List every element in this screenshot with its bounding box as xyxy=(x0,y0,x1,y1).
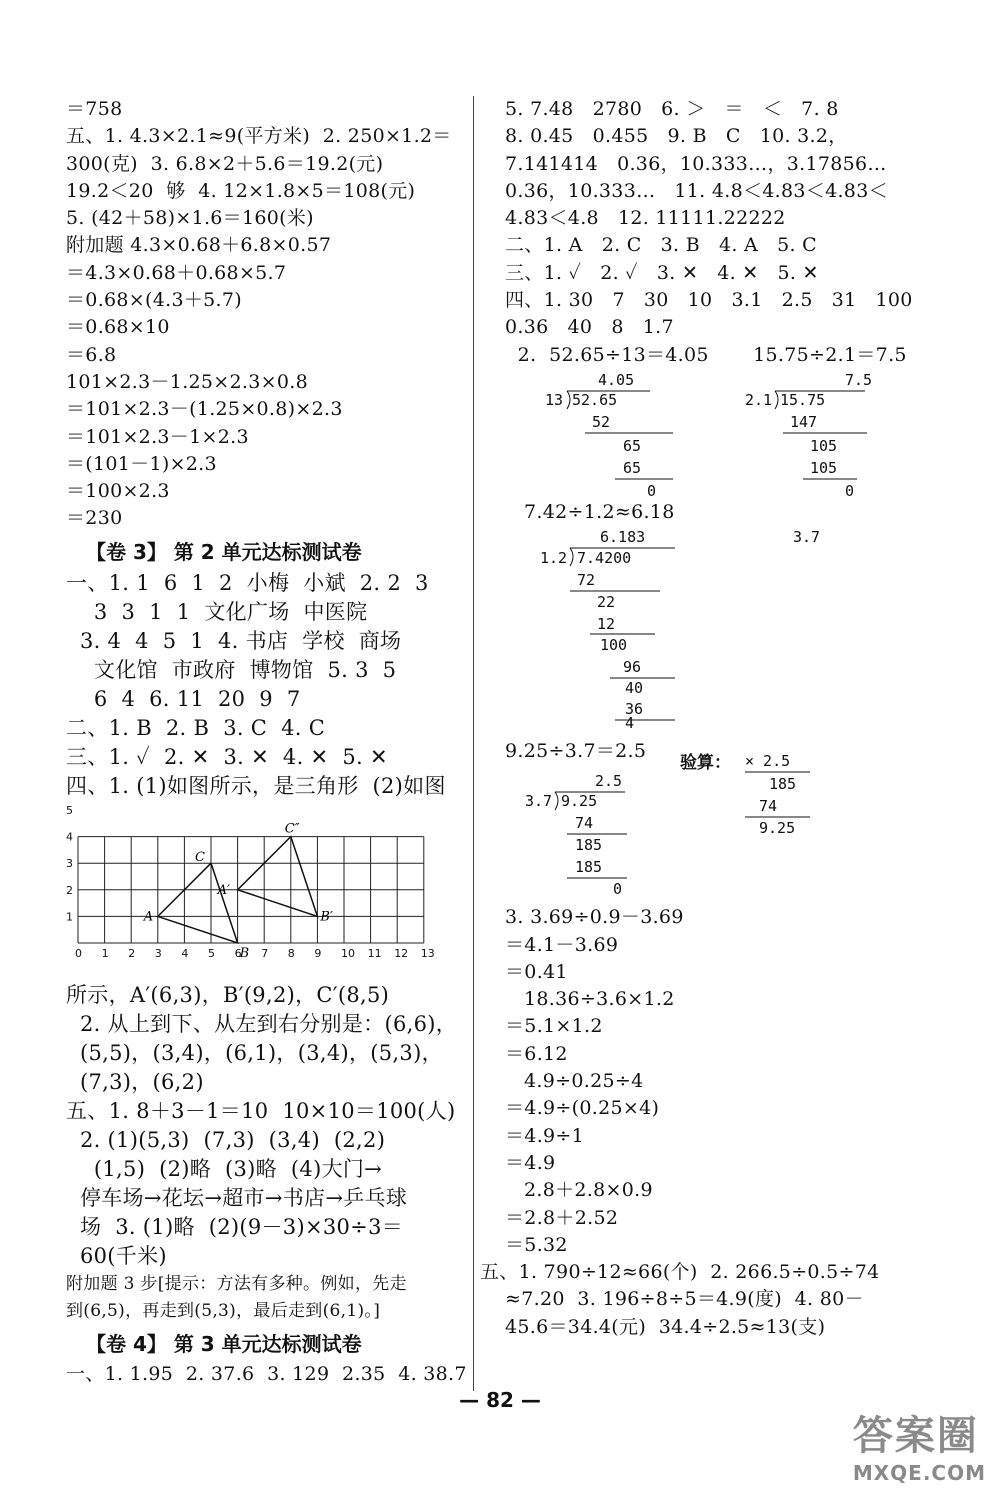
triangle-abc xyxy=(158,863,238,943)
text-line: ＝2.8＋2.52 xyxy=(505,1206,619,1229)
section-heading-paper-3: 【卷 3】 第 2 单元达标测试卷 xyxy=(86,539,362,564)
text-line: 四、1. (1)如图所示，是三角形 (2)如图 xyxy=(66,773,446,798)
remainder: 0 xyxy=(647,481,657,499)
text-line: ＝0.41 xyxy=(505,960,568,983)
text-line: 三、1. ✓ 2. ✕ 3. ✕ 4. ✕ 5. ✕ xyxy=(66,744,388,769)
dividend: 7.4200 xyxy=(577,549,632,568)
coordinate-grid xyxy=(66,805,446,970)
quotient: 2.5 xyxy=(595,772,623,791)
text-line: 四、1. 30 7 30 10 3.1 2.5 31 100 xyxy=(505,289,913,312)
column-divider xyxy=(473,96,474,1391)
text-line: 300(克) 3. 6.8×2＋5.6＝19.2(元) xyxy=(66,152,384,175)
text-line: 0.36 40 8 1.7 xyxy=(505,316,674,339)
point-label-a: A xyxy=(143,909,154,925)
y-tick-label: 2 xyxy=(66,883,73,897)
divisor: 2.1 xyxy=(745,390,773,409)
watermark-line-1: 答案圈 xyxy=(852,1413,979,1459)
product: 9.25 xyxy=(759,819,796,838)
text-line: (5,5)，(3,4)，(6,1)，(3,4)，(5,3)， xyxy=(66,1040,443,1065)
x-tick-label: 0 xyxy=(75,946,82,960)
right-column xyxy=(480,96,935,1341)
partial-product: 72 xyxy=(577,571,596,590)
point-label-b-prime: B′ xyxy=(320,909,333,925)
text-line: 45.6＝34.4(元) 34.4÷2.5≈13(支) xyxy=(505,1315,826,1338)
x-tick-label: 13 xyxy=(420,946,435,960)
point-label-a-prime: A′ xyxy=(217,882,230,898)
x-tick-label: 11 xyxy=(367,946,382,960)
partial-remainder: 22 xyxy=(597,593,616,612)
long-division-row-2 xyxy=(505,526,935,726)
section-heading-paper-4: 【卷 4】 第 3 单元达标测试卷 xyxy=(86,1332,362,1357)
partial-product: 36 xyxy=(625,700,644,719)
partial-product: 52 xyxy=(592,412,611,431)
text-line: 2.8＋2.8×0.9 xyxy=(505,1179,653,1202)
text-line: 0.36，10.333… 11. 4.8＜4.83＜4.83＜ xyxy=(505,179,888,202)
quotient: 4.05 xyxy=(598,370,635,389)
text-line: 60(千米) xyxy=(66,1243,167,1268)
text-line: ＝4.1－3.69 xyxy=(505,933,619,956)
triangle-transformed xyxy=(238,836,318,916)
partial-product: 147 xyxy=(790,412,818,431)
x-tick-label: 6 xyxy=(234,946,242,960)
text-line: 五、1. 4.3×2.1≈9(平方米) 2. 250×1.2＝ xyxy=(66,125,452,148)
text-line: ＝4.9 xyxy=(505,1151,556,1174)
text-line: ＝5.1×1.2 xyxy=(505,1015,603,1038)
partial-remainder: 185 xyxy=(575,836,603,855)
x-tick-label: 4 xyxy=(181,946,189,960)
text-line: ＝4.9÷(0.25×4) xyxy=(505,1097,660,1120)
text-line: 3. 4 4 5 1 4. 书店 学校 商场 xyxy=(66,628,402,653)
remainder: 0 xyxy=(613,880,623,899)
text-line: 一、1. 1.95 2. 37.6 3. 129 2.35 4. 38.7 xyxy=(66,1363,467,1386)
text-line: ＝5.32 xyxy=(505,1233,568,1256)
text-line: ＝230 xyxy=(66,507,123,530)
partial-product: 65 xyxy=(623,458,642,477)
text-line: 五、1. 8＋3－1＝10 10×10＝100(人) xyxy=(66,1098,456,1123)
page-number: — 82 — xyxy=(459,1388,541,1412)
text-line: ＝0.68×10 xyxy=(66,316,170,339)
watermark-line-2: MXQE.COM xyxy=(852,1461,986,1485)
remainder: 0 xyxy=(845,481,855,499)
division-check-figure xyxy=(505,726,935,904)
text-line: 场 3. (1)略 (2)(9－3)×30÷3＝ xyxy=(66,1214,404,1239)
answers-block-a xyxy=(66,96,461,533)
y-tick-label: 4 xyxy=(66,830,73,844)
text-line: ＝758 xyxy=(66,98,123,120)
text-line: 五、1. 790÷12≈66(个) 2. 266.5÷0.5÷74 xyxy=(480,1261,880,1284)
text-line: 一、1. 1 6 1 2 小梅 小斌 2. 2 3 xyxy=(66,570,429,595)
x-tick-label: 5 xyxy=(208,946,215,960)
x-tick-label: 10 xyxy=(341,946,355,960)
point-label-b: B xyxy=(239,945,250,961)
answers-block-a xyxy=(505,96,935,369)
text-line: 4.83＜4.8 12. 11111.22222 xyxy=(505,207,786,230)
quotient: 7.5 xyxy=(845,370,873,389)
text-line: ＝(101－1)×2.3 xyxy=(66,452,217,475)
y-tick-label: 1 xyxy=(66,910,73,924)
long-division-figure xyxy=(505,526,935,726)
dividend: 15.75 xyxy=(780,390,826,409)
divisor: 13 xyxy=(545,390,564,409)
partial-product: 185 xyxy=(575,858,603,877)
text-line: 4.9÷0.25÷4 xyxy=(505,1070,644,1093)
long-division-row-1 xyxy=(505,369,935,499)
text-line: 3 3 1 1 文化广场 中医院 xyxy=(66,599,368,624)
quotient: 6.183 xyxy=(600,528,646,547)
text-line: ＝101×2.3－(1.25×0.8)×2.3 xyxy=(66,398,343,421)
text-line: ＝6.12 xyxy=(505,1042,568,1065)
point-label-c: C xyxy=(195,849,205,865)
text-line: ＝0.68×(4.3＋5.7) xyxy=(66,289,242,312)
partial-product: 96 xyxy=(623,658,642,677)
x-tick-label: 8 xyxy=(287,946,295,960)
x-tick-label: 1 xyxy=(101,946,109,960)
x-tick-label: 7 xyxy=(261,946,269,960)
text-line: 18.36÷3.6×1.2 xyxy=(505,988,675,1011)
check-multiplier: × 2.5 xyxy=(745,752,791,771)
text-line: ＝4.3×0.68＋0.68×5.7 xyxy=(66,261,287,284)
point-label-c-prime: C″ xyxy=(284,821,300,837)
text-line: 7.42÷1.2≈6.18 xyxy=(505,500,675,523)
x-tick-label: 2 xyxy=(128,946,136,960)
x-tick-label: 9 xyxy=(314,946,322,960)
partial-product: 105 xyxy=(810,458,838,477)
text-line: 三、1. ✓ 2. ✓ 3. ✕ 4. ✕ 5. ✕ xyxy=(505,261,819,284)
text-line: ＝4.9÷1 xyxy=(505,1124,585,1147)
partial-product: 185 xyxy=(769,775,797,794)
division-and-check xyxy=(505,714,935,904)
y-tick-label: 5 xyxy=(66,804,73,817)
text-line: (1,5) (2)略 (3)略 (4)大门→ xyxy=(66,1156,383,1181)
answers-block-b xyxy=(66,569,461,801)
x-tick-label: 3 xyxy=(154,946,162,960)
partial-remainder: 105 xyxy=(810,436,838,455)
x-tick-label: 12 xyxy=(394,946,409,960)
text-line: (7,3)，(6,2) xyxy=(66,1069,204,1094)
text-line: 8. 0.45 0.455 9. B C 10. 3.2， xyxy=(505,125,848,148)
partial-remainder: 40 xyxy=(625,679,644,698)
text-line: 文化馆 市政府 博物馆 5. 3 5 xyxy=(66,657,397,682)
text-line: 2. (1)(5,3) (7,3) (3,4) (2,2) xyxy=(66,1127,386,1152)
text-line: 二、1. A 2. C 3. B 4. A 5. C xyxy=(505,234,817,257)
text-line: 停车场→花坛→超市→书店→乒乓球 xyxy=(66,1185,408,1210)
dividend: 9.25 xyxy=(561,792,598,811)
text-line: ＝100×2.3 xyxy=(66,480,170,503)
text-line: 2. 从上到下、从左到右分别是：(6,6)， xyxy=(66,1011,458,1036)
text-line: 9.25÷3.7＝2.5 xyxy=(505,740,647,763)
partial-product: 74 xyxy=(575,814,594,833)
long-division-figures xyxy=(505,369,935,499)
dividend: 52.65 xyxy=(572,390,618,409)
text-line: 101×2.3－1.25×2.3×0.8 xyxy=(66,370,308,393)
text-line: 二、1. B 2. B 3. C 4. C xyxy=(66,715,326,740)
text-line: 3. 3.69÷0.9－3.69 xyxy=(505,906,684,929)
text-line: 到(6,5)，再走到(5,3)，最后走到(6,1)。] xyxy=(66,1301,381,1322)
answers-block-d xyxy=(66,1361,467,1388)
text-line: ＝101×2.3－1×2.3 xyxy=(66,425,249,448)
watermark-logo xyxy=(853,1404,986,1485)
text-line: 7.141414 0.36，10.333…，3.17856… xyxy=(505,152,887,175)
divisor: 3.7 xyxy=(525,792,553,811)
text-line: 5. 7.48 2780 6. ＞ ＝ ＜ 7. 8 xyxy=(505,98,839,120)
text-line: 所示，A′(6,3)，B′(9,2)，C′(8,5) xyxy=(66,982,390,1007)
partial-remainder: 65 xyxy=(623,436,642,455)
divisor: 1.2 xyxy=(540,549,568,568)
text-line: 附加题 3 步[提示：方法有多种。例如，先走 xyxy=(66,1273,407,1294)
check-label: 验算： xyxy=(680,753,731,774)
text-line: ＝6.8 xyxy=(66,343,117,366)
text-line: 5. (42＋58)×1.6＝160(米) xyxy=(66,207,314,230)
partial-remainder: 100 xyxy=(600,636,628,655)
text-line: 6 4 6. 11 20 9 7 xyxy=(66,686,301,711)
left-column xyxy=(66,96,467,1389)
text-line: ≈7.20 3. 196÷8÷5＝4.9(度) 4. 80－ xyxy=(505,1288,864,1311)
check-multiplicand: 3.7 xyxy=(793,528,821,547)
remainder: 4 xyxy=(625,714,635,733)
partial-product: 12 xyxy=(597,615,616,634)
answers-block-c xyxy=(66,981,461,1326)
text-line: 2. 52.65÷13＝4.05 15.75÷2.1＝7.5 xyxy=(505,343,907,366)
text-line: 19.2＜20 够 4. 12×1.8×5＝108(元) xyxy=(66,179,416,202)
answers-block-d xyxy=(480,904,935,1341)
text-line: 附加题 4.3×0.68＋6.8×0.57 xyxy=(66,234,332,257)
partial-product: 74 xyxy=(759,797,778,816)
coordinate-grid-figure xyxy=(66,805,461,975)
y-tick-label: 3 xyxy=(66,856,73,870)
